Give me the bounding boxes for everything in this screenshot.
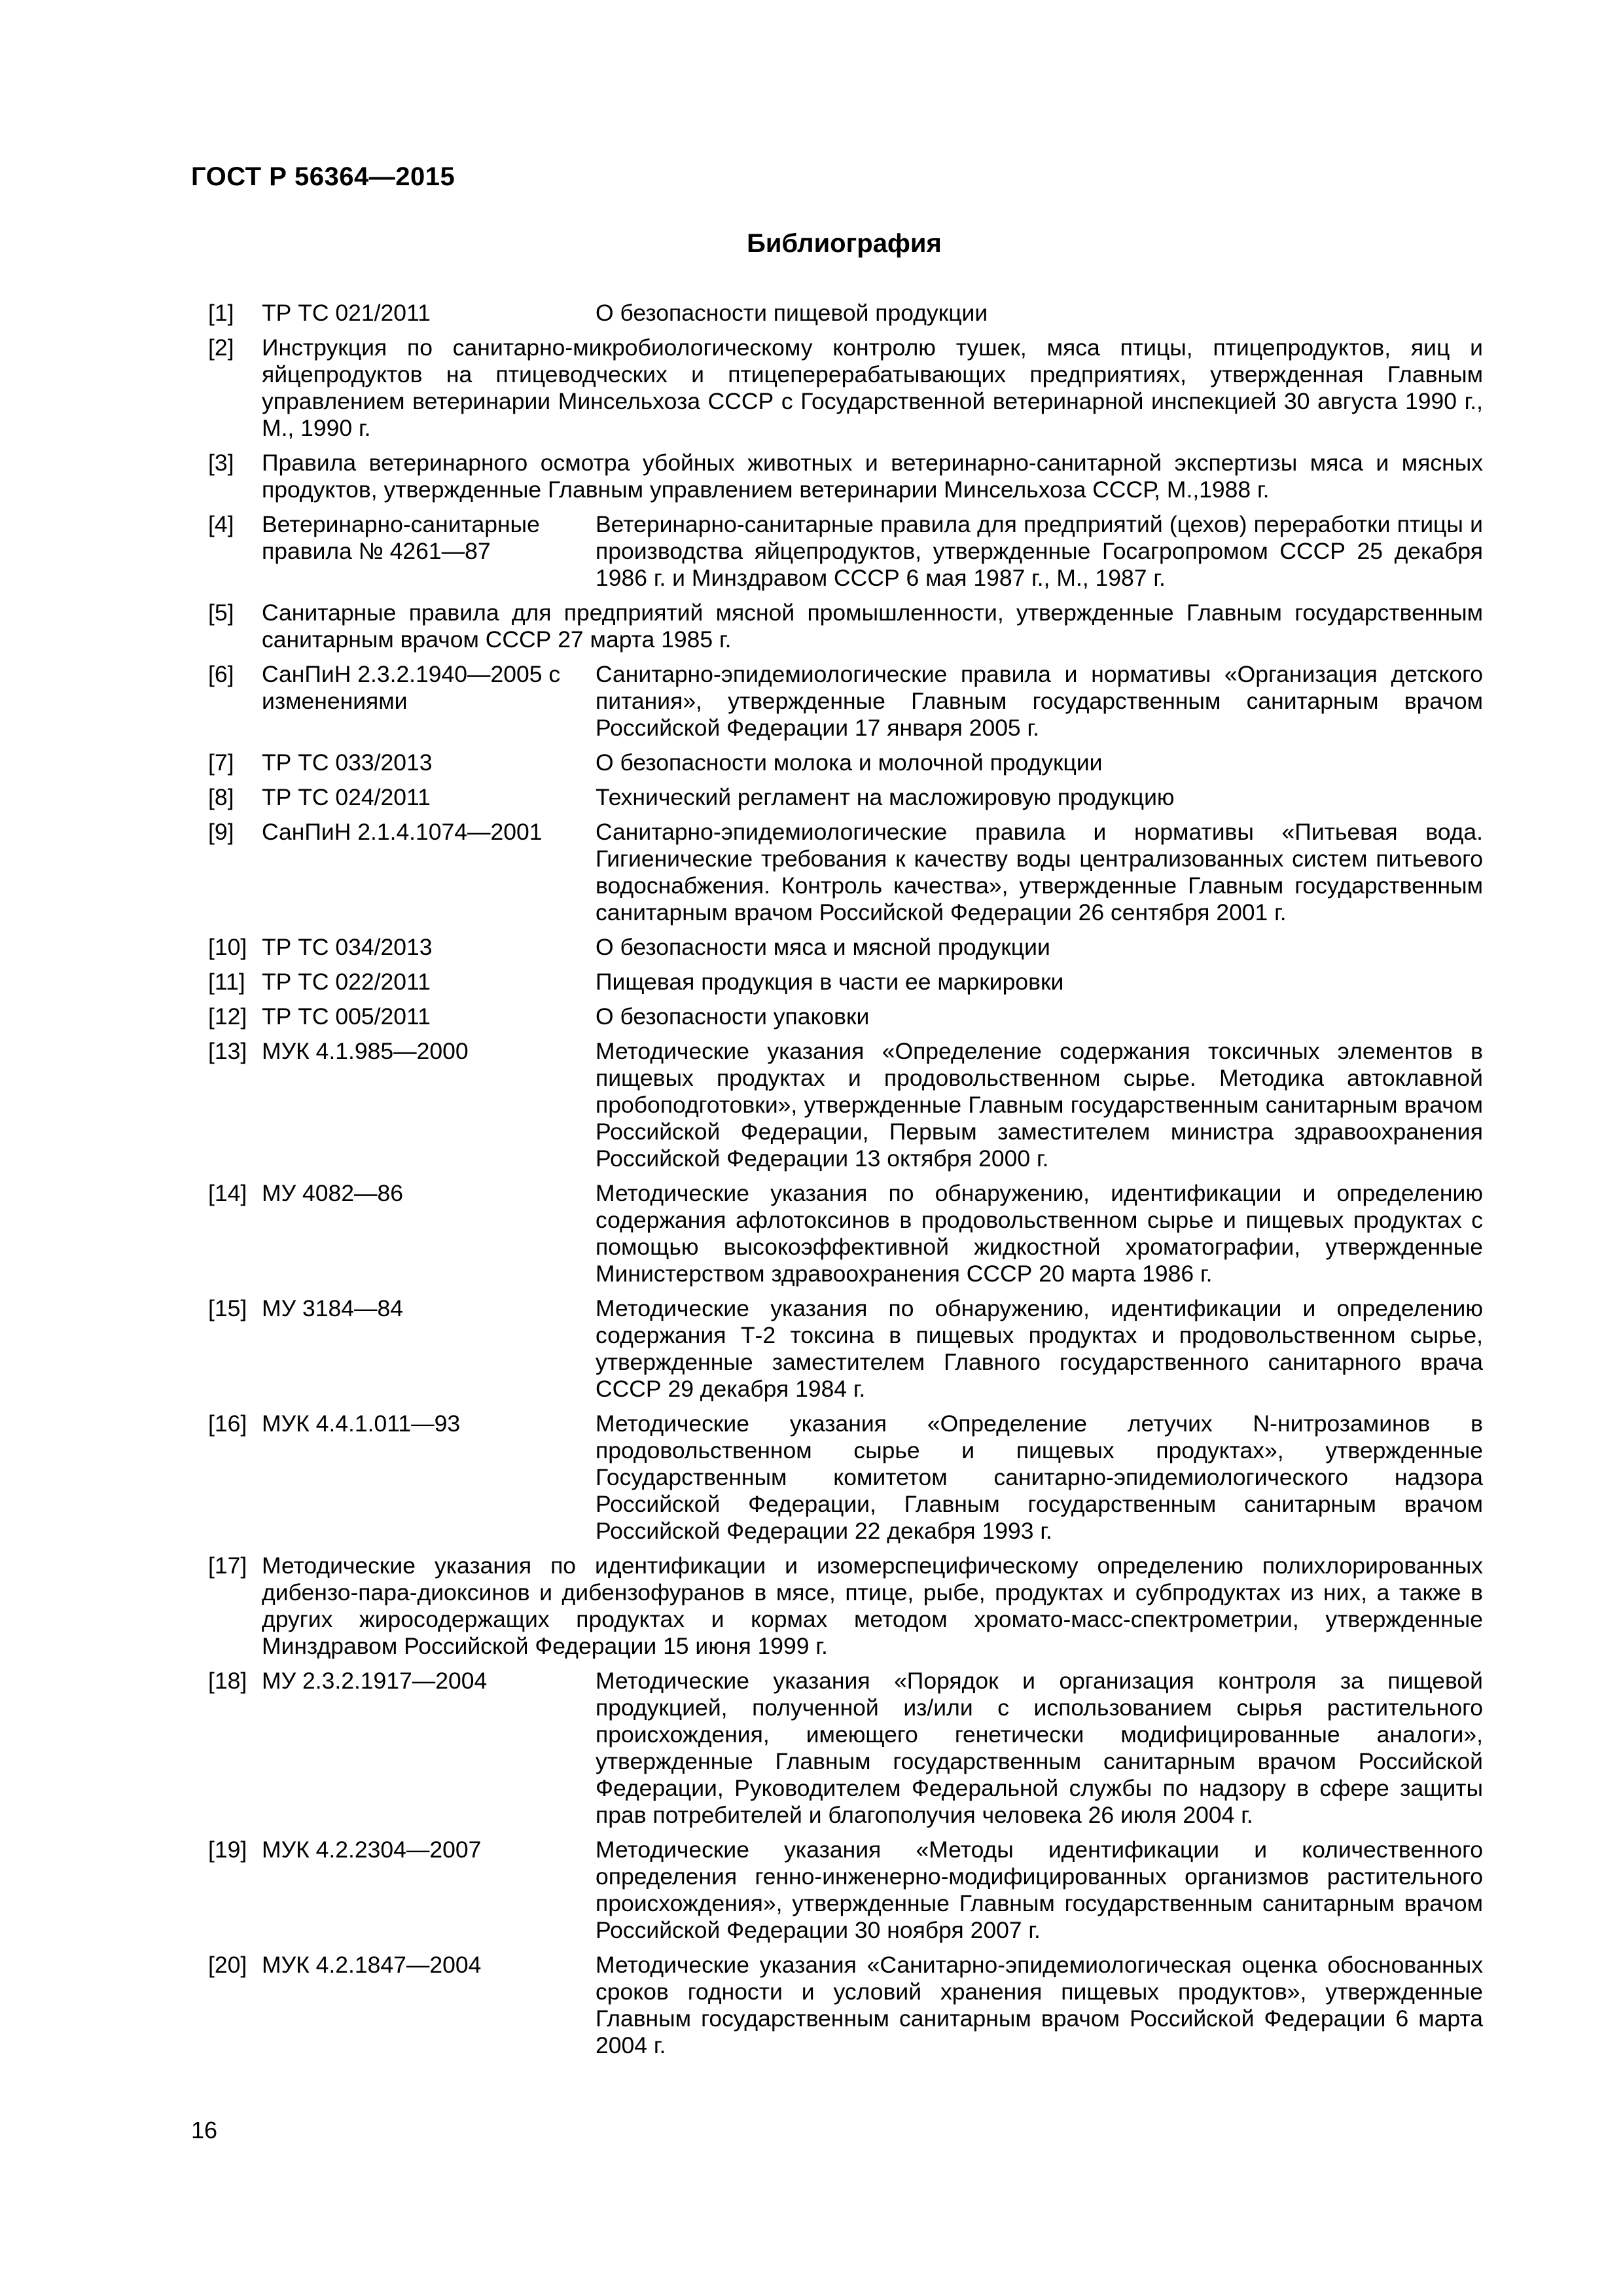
- entry-number: [11]: [208, 969, 245, 995]
- bibliography-entry-1: [208, 300, 1483, 327]
- entry-code: МУК 4.2.1847—2004: [262, 1952, 482, 1978]
- entry-code: ТР ТС 021/2011: [262, 300, 431, 326]
- entry-text: Технический регламент на масложировую продукцию: [596, 784, 1175, 810]
- entry-number: [12]: [208, 1003, 247, 1030]
- entry-number: [20]: [208, 1952, 247, 1978]
- bibliography-entry-3: [208, 450, 1483, 503]
- entry-code: МУК 4.2.2304—2007: [262, 1837, 482, 1863]
- entry-code: ТР ТС 005/2011: [262, 1003, 431, 1030]
- entry-number: [16]: [208, 1410, 247, 1437]
- bibliography-entry-11: [208, 969, 1483, 996]
- entry-text: О безопасности пищевой продукции: [596, 300, 988, 326]
- standard-code: ГОСТ Р 56364—2015: [191, 162, 455, 191]
- bibliography-entry-13: [208, 1038, 1483, 1172]
- entry-text: Пищевая продукция в части ее маркировки: [596, 969, 1064, 995]
- entry-text: Методические указания «Определение содержания токсичных элементов в пищевых продуктах и продовольственном сырье. Методика автоклавной пробоподготовки», утвержденные Главным государственным санитарным врачом Российской Федерации, Первым заместителем министра здравоохранения Российской Федерации 13 октября 2000 г.: [596, 1038, 1483, 1172]
- entry-number: [10]: [208, 934, 247, 960]
- bibliography-entry-2: [208, 334, 1483, 442]
- entry-code: Ветеринарно-санитарные правила № 4261—87: [262, 511, 540, 564]
- entry-number: [3]: [208, 450, 234, 476]
- entry-text: Санитарно-эпидемиологические правила и нормативы «Организация детского питания», утвержденные Главным государственным санитарным врачом Российской Федерации 17 января 2005 г.: [596, 661, 1483, 741]
- bibliography-entry-9: [208, 819, 1483, 926]
- entry-number: [17]: [208, 1552, 247, 1579]
- bibliography-entry-10: [208, 934, 1483, 961]
- entry-code: ТР ТС 022/2011: [262, 969, 431, 995]
- entry-number: [7]: [208, 749, 234, 776]
- page-title: Библиография: [747, 229, 942, 258]
- entry-text: Методические указания по идентификации и изомерспецифическому определению полихлорированных дибензо-пара-диоксинов и дибензофуранов в мясе, птице, рыбе, продуктах и субпродуктах из них, а также в других жиросодержащих продуктах и кормах методом хромато-масс-спектрометрии, утвержденные Минздравом Российской Федерации 15 июня 1999 г.: [262, 1552, 1483, 1659]
- bibliography-entry-7: [208, 749, 1483, 776]
- entry-text: О безопасности упаковки: [596, 1003, 870, 1030]
- entry-code: МУК 4.1.985—2000: [262, 1038, 469, 1064]
- bibliography-entry-8: [208, 784, 1483, 811]
- bibliography-entry-19: [208, 1837, 1483, 1944]
- entry-code: МУ 4082—86: [262, 1180, 403, 1206]
- entry-code: СанПиН 2.3.2.1940—2005 с изменениями: [262, 661, 561, 714]
- entry-code: ТР ТС 033/2013: [262, 749, 433, 776]
- bibliography-entry-20: [208, 1952, 1483, 2059]
- entry-number: [4]: [208, 511, 234, 537]
- entry-number: [13]: [208, 1038, 247, 1064]
- bibliography-entry-6: [208, 661, 1483, 742]
- entry-code: МУК 4.4.1.011—93: [262, 1410, 461, 1437]
- entry-number: [5]: [208, 600, 234, 626]
- entry-text: Методические указания по обнаружению, идентификации и определению содержания Т-2 токсина в пищевых продуктах и продовольственном сырье, утвержденные заместителем Главного государственного санитарного врача СССР 29 декабря 1984 г.: [596, 1295, 1483, 1402]
- entry-code: ТР ТС 034/2013: [262, 934, 433, 960]
- entry-text: Санитарно-эпидемиологические правила и нормативы «Питьевая вода. Гигиенические требования к качеству воды централизованных систем питьевого водоснабжения. Контроль качества», утвержденные Главным государственным санитарным врачом Российской Федерации 26 сентября 2001 г.: [596, 819, 1483, 925]
- entry-text: Методические указания «Методы идентификации и количественного определения генно-инженерно-модифицированных организмов растительного происхождения», утвержденные Главным государственным санитарным врачом Российской Федерации 30 ноября 2007 г.: [596, 1837, 1483, 1943]
- entry-number: [19]: [208, 1837, 247, 1863]
- bibliography-entry-18: [208, 1668, 1483, 1829]
- page-number: 16: [191, 2117, 218, 2144]
- entry-number: [9]: [208, 819, 234, 845]
- bibliography-entry-14: [208, 1180, 1483, 1287]
- bibliography-entry-5: [208, 600, 1483, 653]
- entry-code: СанПиН 2.1.4.1074—2001: [262, 819, 543, 845]
- entry-text: Инструкция по санитарно-микробиологическому контролю тушек, мяса птицы, птицепродуктов, яиц и яйцепродуктов на птицеводческих и птицеперерабатывающих предприятиях, утвержденная Главным управлением ветеринарии Минсельхоза СССР с Государственной ветеринарной инспекцией 30 августа 1990 г., М., 1990 г.: [262, 334, 1483, 441]
- bibliography-entry-12: [208, 1003, 1483, 1030]
- entry-number: [18]: [208, 1668, 247, 1694]
- entry-text: Методические указания по обнаружению, идентификации и определению содержания афлотоксинов в продовольственном сырье и пищевых продуктах с помощью высокоэффективной жидкостной хроматографии, утвержденные Министерством здравоохранения СССР 20 марта 1986 г.: [596, 1180, 1483, 1287]
- entry-text: Правила ветеринарного осмотра убойных животных и ветеринарно-санитарной экспертизы мяса и мясных продуктов, утвержденные Главным управлением ветеринарии Минсельхоза СССР, М.,1988 г.: [262, 450, 1483, 503]
- entry-text: О безопасности молока и молочной продукции: [596, 749, 1103, 776]
- entry-number: [15]: [208, 1295, 247, 1321]
- entry-text: Методические указания «Порядок и организация контроля за пищевой продукцией, полученной из/или с использованием сырья растительного происхождения, имеющего генетически модифицированные аналоги», утвержденные Главным государственным санитарным врачом Российской Федерации, Руководителем Федеральной службы по надзору в сфере защиты прав потребителей и благополучия человека 26 июля 2004 г.: [596, 1668, 1483, 1828]
- entry-number: [1]: [208, 300, 234, 326]
- bibliography-entry-15: [208, 1295, 1483, 1403]
- entry-code: ТР ТС 024/2011: [262, 784, 431, 810]
- entry-text: Методические указания «Определение летучих N-нитрозаминов в продовольственном сырье и пищевых продуктах», утвержденные Государственным комитетом санитарно-эпидемиологического надзора Российской Федерации, Главным государственным санитарным врачом Российской Федерации 22 декабря 1993 г.: [596, 1410, 1483, 1544]
- entry-number: [2]: [208, 334, 234, 361]
- entry-text: Санитарные правила для предприятий мясной промышленности, утвержденные Главным государственным санитарным врачом СССР 27 марта 1985 г.: [262, 600, 1483, 653]
- entry-code: МУ 2.3.2.1917—2004: [262, 1668, 488, 1694]
- bibliography-entry-16: [208, 1410, 1483, 1545]
- bibliography-list: [208, 300, 1483, 2067]
- entry-text: Ветеринарно-санитарные правила для предприятий (цехов) переработки птицы и производства яйцепродуктов, утвержденные Госагропромом СССР 25 декабря 1986 г. и Минздравом СССР 6 мая 1987 г., М., 1987 г.: [596, 511, 1483, 591]
- bibliography-entry-4: [208, 511, 1483, 592]
- entry-number: [14]: [208, 1180, 247, 1206]
- entry-number: [8]: [208, 784, 234, 810]
- entry-code: МУ 3184—84: [262, 1295, 403, 1321]
- bibliography-entry-17: [208, 1552, 1483, 1660]
- entry-text: О безопасности мяса и мясной продукции: [596, 934, 1050, 960]
- entry-number: [6]: [208, 661, 234, 687]
- entry-text: Методические указания «Санитарно-эпидемиологическая оценка обоснованных сроков годности и условий хранения пищевых продуктов», утвержденные Главным государственным санитарным врачом Российской Федерации 6 марта 2004 г.: [596, 1952, 1483, 2058]
